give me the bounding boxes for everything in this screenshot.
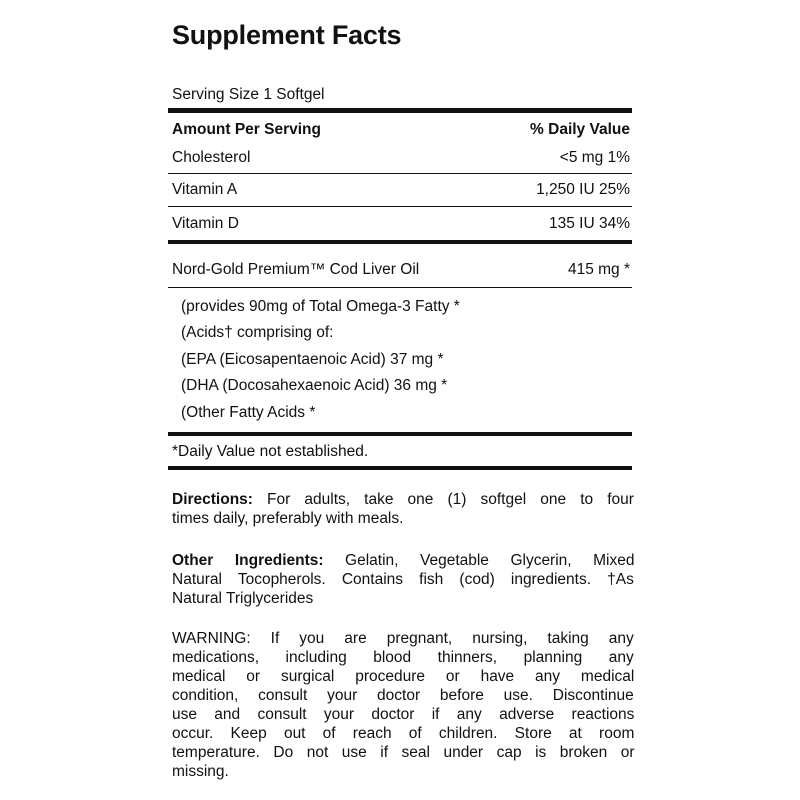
- other-ingredients-line: Natural Triglycerides: [172, 590, 314, 607]
- directions-label: Directions:: [172, 491, 253, 508]
- nutrient-value: 135 IU 34%: [549, 215, 630, 232]
- sub-item: (EPA (Eicosapentaenoic Acid) 37 mg *: [181, 351, 444, 368]
- row-divider: [168, 287, 632, 288]
- thick-divider: [168, 108, 632, 113]
- footnote: [172, 442, 630, 462]
- sub-item: (DHA (Docosahexaenoic Acid) 36 mg *: [181, 377, 448, 394]
- warning-line: use and consult your doctor if any adverse reactions: [172, 706, 635, 723]
- amount-per-serving-label: Amount Per Serving: [172, 121, 321, 138]
- medium-divider: [168, 432, 632, 436]
- warning-line: occur. Keep out of reach of children. Store at room: [172, 725, 635, 742]
- nutrient-row-vitamin-a: [172, 180, 630, 200]
- other-ingredients-text: Gelatin, Vegetable Glycerin, Mixed: [323, 552, 635, 569]
- warning-line: missing.: [172, 763, 229, 780]
- row-divider: [168, 173, 632, 174]
- nutrient-value: <5 mg 1%: [559, 149, 630, 166]
- directions-paragraph: [172, 490, 634, 528]
- warning-line: medical or surgical procedure or have any medical: [172, 668, 635, 685]
- oil-name: Nord-Gold Premium™ Cod Liver Oil: [172, 261, 420, 278]
- directions-line: [172, 490, 634, 509]
- warning-line: medications, including blood thinners, planning any: [172, 649, 634, 666]
- row-divider: [168, 206, 632, 207]
- nutrient-name: Vitamin A: [172, 181, 238, 198]
- nutrient-name: Cholesterol: [172, 149, 251, 166]
- nutrient-row-vitamin-d: [172, 214, 630, 234]
- nutrient-row-cholesterol: [172, 148, 630, 168]
- serving-size: Serving Size 1 Softgel: [172, 86, 325, 103]
- warning-line: WARNING: If you are pregnant, nursing, taking any: [172, 630, 634, 647]
- sub-item: (Acids† comprising of:: [181, 324, 334, 341]
- other-ingredients-paragraph: [172, 551, 634, 608]
- panel-title: Supplement Facts: [172, 20, 402, 50]
- directions-line: times daily, preferably with meals.: [172, 510, 404, 527]
- warning-paragraph: [172, 629, 634, 781]
- warning-line: temperature. Do not use if seal under cap is broken or: [172, 744, 635, 761]
- bottom-divider: [168, 466, 632, 470]
- other-ingredients-label: Other Ingredients:: [172, 552, 324, 569]
- nutrient-value: 1,250 IU 25%: [536, 181, 630, 198]
- medium-divider: [168, 240, 632, 244]
- footnote-text: *Daily Value not established.: [172, 443, 369, 460]
- nutrient-name: Vitamin D: [172, 215, 239, 232]
- oil-value: 415 mg *: [567, 261, 630, 278]
- directions-text: For adults, take one (1) softgel one to four: [252, 491, 634, 508]
- other-ingredients-line: [172, 551, 634, 570]
- oil-row: [172, 260, 630, 280]
- sub-item: (provides 90mg of Total Omega-3 Fatty *: [181, 298, 460, 315]
- daily-value-label: % Daily Value: [530, 121, 630, 138]
- other-ingredients-line: Natural Tocopherols. Contains fish (cod) ingredients. †As: [172, 571, 634, 588]
- table-header-row: [172, 120, 630, 140]
- sub-item: (Other Fatty Acids *: [181, 404, 316, 421]
- warning-line: condition, consult your doctor before use. Discontinue: [172, 687, 634, 704]
